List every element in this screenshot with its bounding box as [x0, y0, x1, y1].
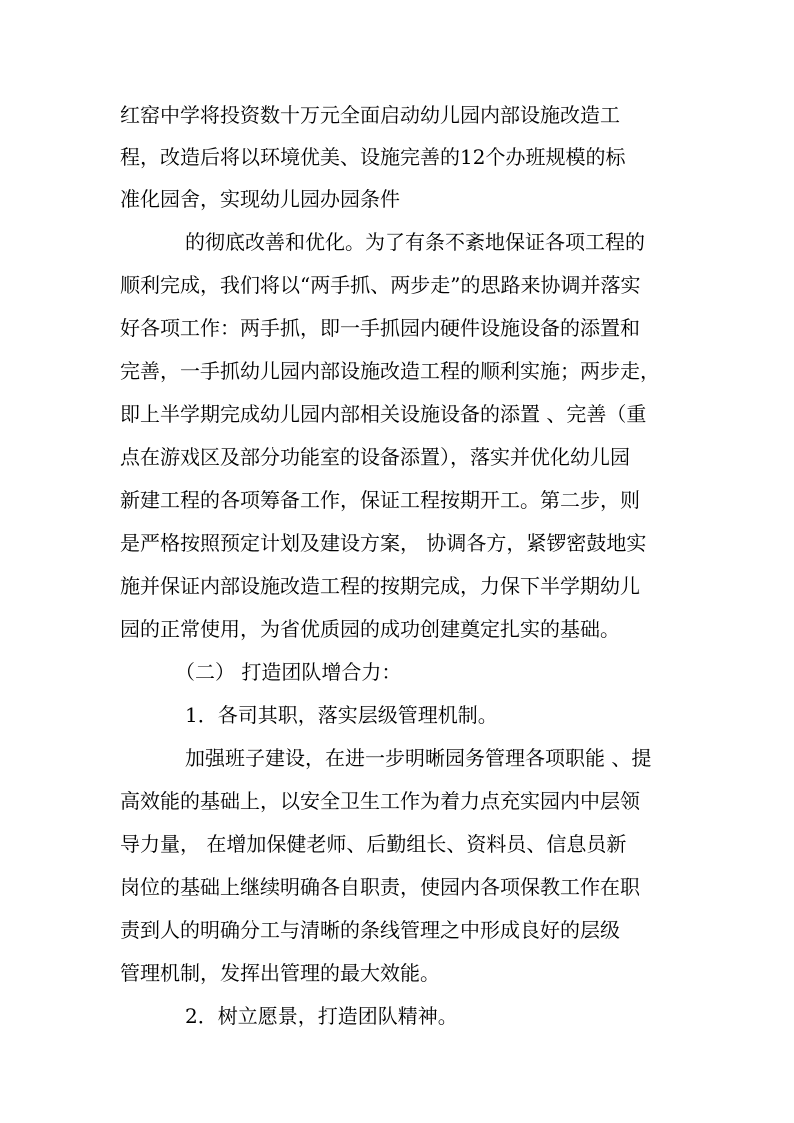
paragraph-3-line-2: 高效能的基础上，以安全卫生工作为着力点充实园内中层领 [120, 789, 640, 813]
paragraph-1-line-1: 红窑中学将投资数十万元全面启动幼儿园内部设施改造工 [120, 103, 620, 127]
paragraph-2-line-2: 顺利完成，我们将以“两手抓、两步走”的思路来协调并落实 [120, 273, 641, 297]
paragraph-3-line-6: 管理机制，发挥出管理的最大效能。 [120, 961, 440, 985]
paragraph-2-line-4: 完善，一手抓幼儿园内部设施改造工程的顺利实施；两步走， [120, 359, 660, 383]
paragraph-2-line-1: 的彻底改善和优化。为了有条不紊地保证各项工程的 [185, 230, 645, 254]
paragraph-2-line-3: 好各项工作：两手抓，即一手抓园内硬件设施设备的添置和 [120, 316, 640, 340]
list-item-2: 2．树立愿景，打造团队精神。 [185, 1004, 458, 1028]
paragraph-1-line-3: 准化园舍，实现幼儿园办园条件 [120, 187, 400, 211]
paragraph-2-line-9: 施并保证内部设施改造工程的按期完成，力保下半学期幼儿 [120, 574, 640, 598]
paragraph-3-line-1: 加强班子建设，在进一步明晰园务管理各项职能 、提 [185, 746, 652, 770]
paragraph-2-line-7: 新建工程的各项筹备工作，保证工程按期开工。第二步，则 [120, 488, 640, 512]
paragraph-3-line-4: 岗位的基础上继续明确各自职责，使园内各项保教工作在职 [120, 875, 640, 899]
list-item-1: 1．各司其职，落实层级管理机制。 [185, 703, 498, 727]
paragraph-2-line-10: 园的正常使用，为省优质园的成功创建奠定扎实的基础。 [120, 617, 620, 641]
paragraph-2-line-5: 即上半学期完成幼儿园内部相关设施设备的添置 、完善（重 [120, 402, 647, 426]
paragraph-3-line-3: 导力量， 在增加保健老师、后勤组长、资料员、信息员新 [120, 832, 627, 856]
paragraph-3-line-5: 责到人的明确分工与清晰的条线管理之中形成良好的层级 [120, 918, 620, 942]
paragraph-2-line-6: 点在游戏区及部分功能室的设备添置），落实并优化幼儿园 [120, 445, 630, 469]
paragraph-1-line-2: 程，改造后将以环境优美、设施完善的12个办班规模的标 [120, 145, 626, 169]
section-heading: （二） 打造团队增合力： [175, 660, 402, 684]
paragraph-2-line-8: 是严格按照预定计划及建设方案， 协调各方，紧锣密鼓地实 [120, 531, 647, 555]
